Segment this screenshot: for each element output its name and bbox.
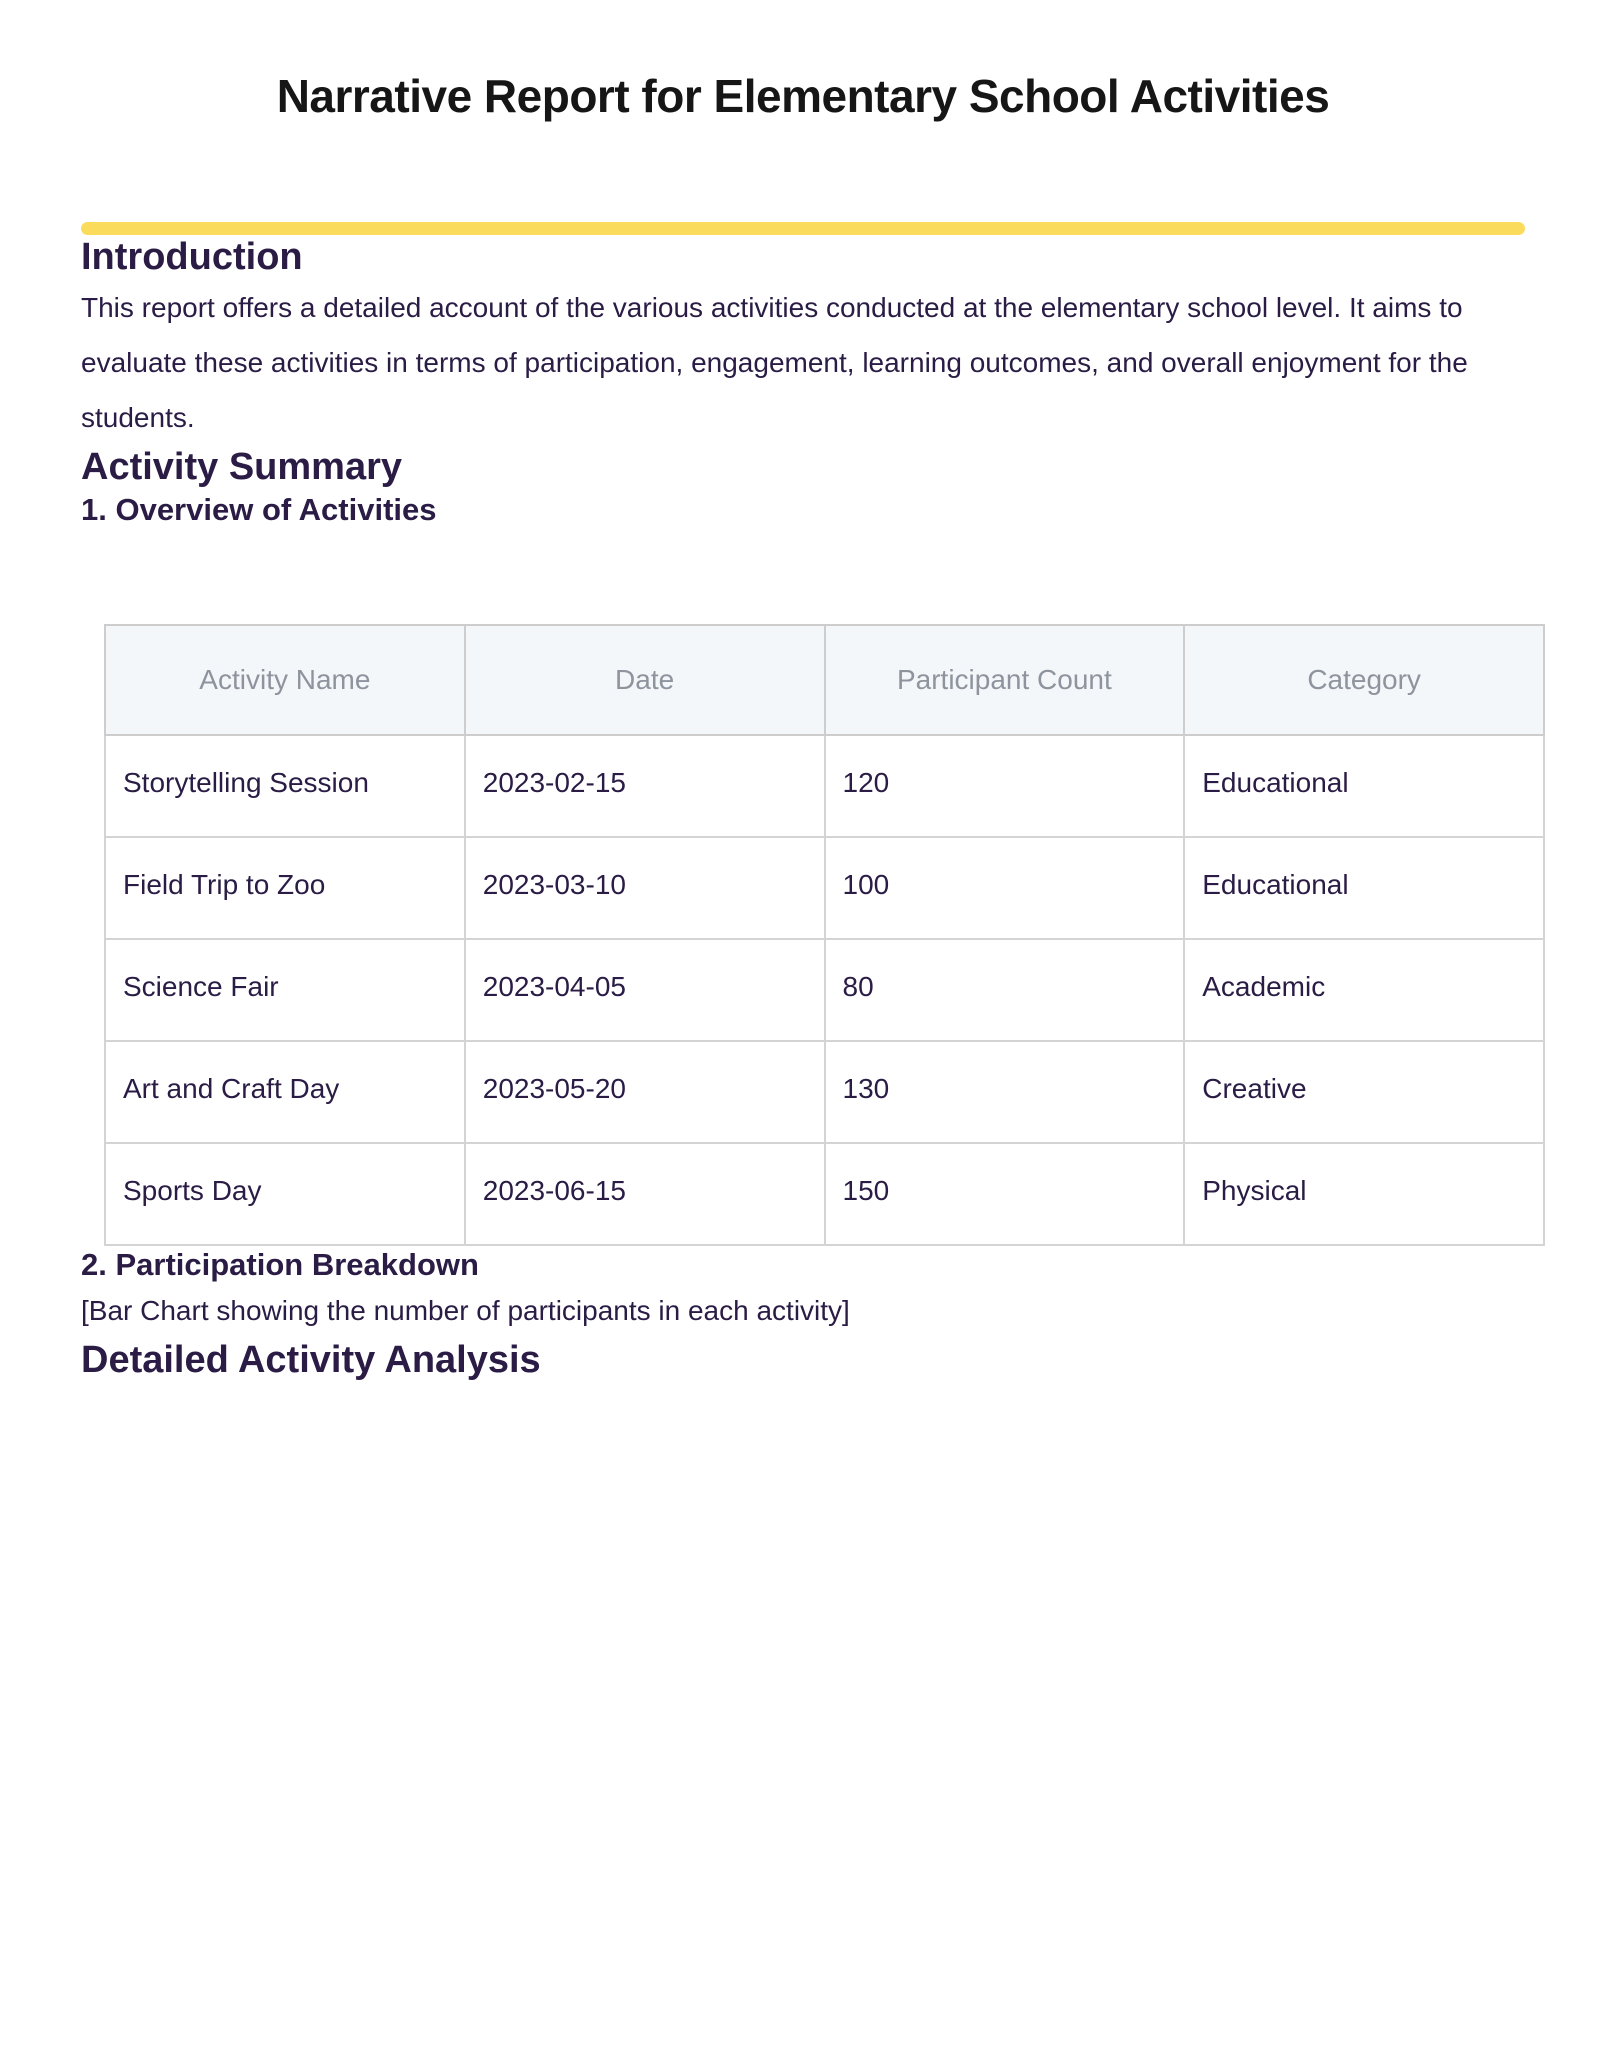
cell-participant-count: 100 bbox=[825, 837, 1185, 939]
activities-table bbox=[104, 624, 1545, 1246]
cell-participant-count: 130 bbox=[825, 1041, 1185, 1143]
introduction-heading: Introduction bbox=[81, 235, 303, 278]
column-header-category: Category bbox=[1184, 625, 1544, 735]
table-row bbox=[105, 837, 1544, 939]
cell-category: Physical bbox=[1184, 1143, 1544, 1245]
accent-divider bbox=[81, 222, 1525, 235]
report-page bbox=[0, 70, 1606, 2048]
cell-category: Academic bbox=[1184, 939, 1544, 1041]
overview-of-activities-heading: 1. Overview of Activities bbox=[81, 492, 437, 528]
detailed-activity-analysis-heading: Detailed Activity Analysis bbox=[81, 1339, 541, 1382]
cell-activity-name: Science Fair bbox=[105, 939, 465, 1041]
table-row bbox=[105, 1143, 1544, 1245]
cell-category: Creative bbox=[1184, 1041, 1544, 1143]
cell-date: 2023-04-05 bbox=[465, 939, 825, 1041]
cell-date: 2023-05-20 bbox=[465, 1041, 825, 1143]
activities-table-wrapper bbox=[104, 624, 1545, 1246]
cell-participant-count: 150 bbox=[825, 1143, 1185, 1245]
cell-activity-name: Storytelling Session bbox=[105, 735, 465, 837]
cell-participant-count: 120 bbox=[825, 735, 1185, 837]
activities-table-body bbox=[105, 735, 1544, 1245]
page-title: Narrative Report for Elementary School Activities bbox=[276, 70, 1330, 122]
cell-category: Educational bbox=[1184, 735, 1544, 837]
cell-activity-name: Sports Day bbox=[105, 1143, 465, 1245]
cell-activity-name: Field Trip to Zoo bbox=[105, 837, 465, 939]
cell-participant-count: 80 bbox=[825, 939, 1185, 1041]
cell-activity-name: Art and Craft Day bbox=[105, 1041, 465, 1143]
cell-date: 2023-03-10 bbox=[465, 837, 825, 939]
table-row bbox=[105, 735, 1544, 837]
column-header-date: Date bbox=[465, 625, 825, 735]
introduction-paragraph: This report offers a detailed account of the various activities conducted at the elementary school level. It aims to evaluate these activities in terms of participation, engagement, learning outcomes, and overall enjoyment for the students. bbox=[81, 292, 1468, 434]
cell-date: 2023-06-15 bbox=[465, 1143, 825, 1245]
column-header-participant-count: Participant Count bbox=[825, 625, 1185, 735]
cell-category: Educational bbox=[1184, 837, 1544, 939]
cell-date: 2023-02-15 bbox=[465, 735, 825, 837]
participation-breakdown-heading: 2. Participation Breakdown bbox=[81, 1247, 479, 1283]
table-row bbox=[105, 1041, 1544, 1143]
activity-summary-heading: Activity Summary bbox=[81, 446, 403, 489]
activities-table-header bbox=[105, 625, 1544, 735]
column-header-activity-name: Activity Name bbox=[105, 625, 465, 735]
table-row bbox=[105, 939, 1544, 1041]
bar-chart-placeholder-text: [Bar Chart showing the number of participants in each activity] bbox=[81, 1295, 850, 1327]
table-header-row bbox=[105, 625, 1544, 735]
